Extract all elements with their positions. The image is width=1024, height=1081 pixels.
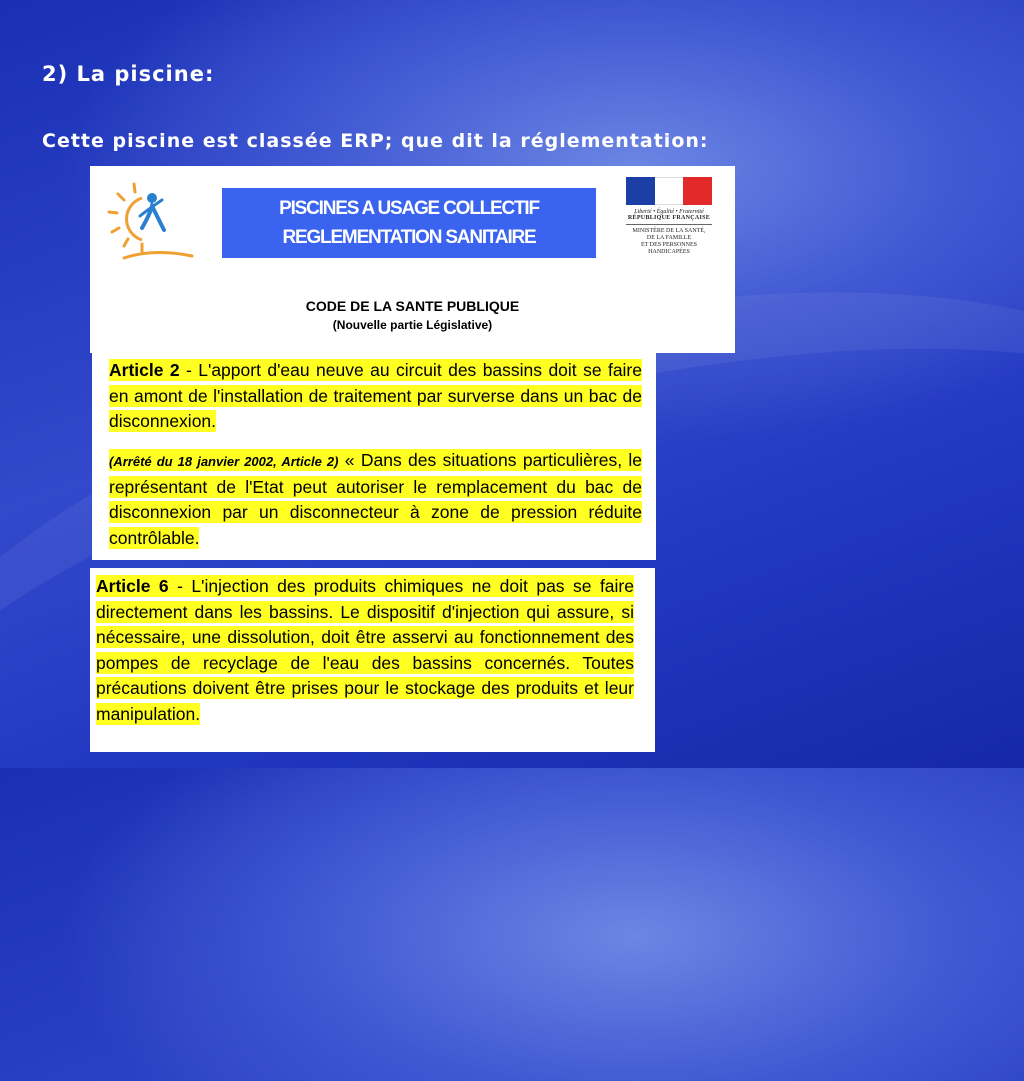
slide-subheading: Cette piscine est classée ERP; que dit la réglementation: (42, 130, 709, 152)
article-2-paragraph (109, 358, 642, 435)
title-line-2: REGLEMENTATION SANITAIRE (282, 227, 536, 248)
article-2-card (92, 353, 656, 560)
regulation-header-image (90, 166, 735, 353)
ministry-line: ET DES PERSONNES (641, 242, 697, 248)
article-2-quote-paragraph (109, 448, 642, 551)
french-flag-icon (626, 177, 712, 205)
article-2-reference: (Arrêté du 18 janvier 2002, Article 2) (109, 454, 339, 469)
republic-motto: Liberté • Égalité • Fraternité (634, 209, 704, 215)
ministry-line: HANDICAPÉES (648, 249, 690, 255)
ministry-divider (626, 224, 712, 225)
ministry-logo (623, 174, 715, 268)
article-2-label: Article 2 (109, 360, 180, 380)
article-2-quote: « Dans des situations particulières, le représentant de l'Etat peut autoriser le remplacement du bac de disconnexion par un disconnecteur à zone de pression réduite contrôlable. (109, 450, 643, 548)
ministry-line: DE LA FAMILLE (646, 235, 692, 241)
article-2-text: - L'apport d'eau neuve au circuit des bassins doit se faire en amont de l'installation de traitement par surverse dans un bac de disconnexion. (109, 360, 642, 431)
slide-heading: 2) La piscine: (42, 62, 215, 86)
ministry-line: MINISTÈRE DE LA SANTÉ, (632, 228, 706, 234)
article-6-label: Article 6 (96, 576, 169, 596)
regulation-title-box (222, 188, 596, 258)
republic-name: RÉPUBLIQUE FRANÇAISE (627, 215, 711, 221)
article-6-card (90, 568, 655, 752)
title-line-1: PISCINES A USAGE COLLECTIF (279, 198, 539, 219)
code-subtitle: (Nouvelle partie Législative) (332, 318, 493, 332)
swimmer-sun-logo-icon (104, 178, 194, 268)
code-title: CODE DE LA SANTE PUBLIQUE (305, 298, 520, 314)
article-6-text: - L'injection des produits chimiques ne doit pas se faire directement dans les bassins. Le dispositif d'injection qui assure, si nécessaire, une dissolution, doit être asservi au fonctionnement des pompes de recyclage de l'eau des bassins concernés. Toutes précautions doivent être prises pour le stockage des produits et leur manipulation. (96, 576, 634, 724)
article-6-paragraph (96, 574, 634, 727)
